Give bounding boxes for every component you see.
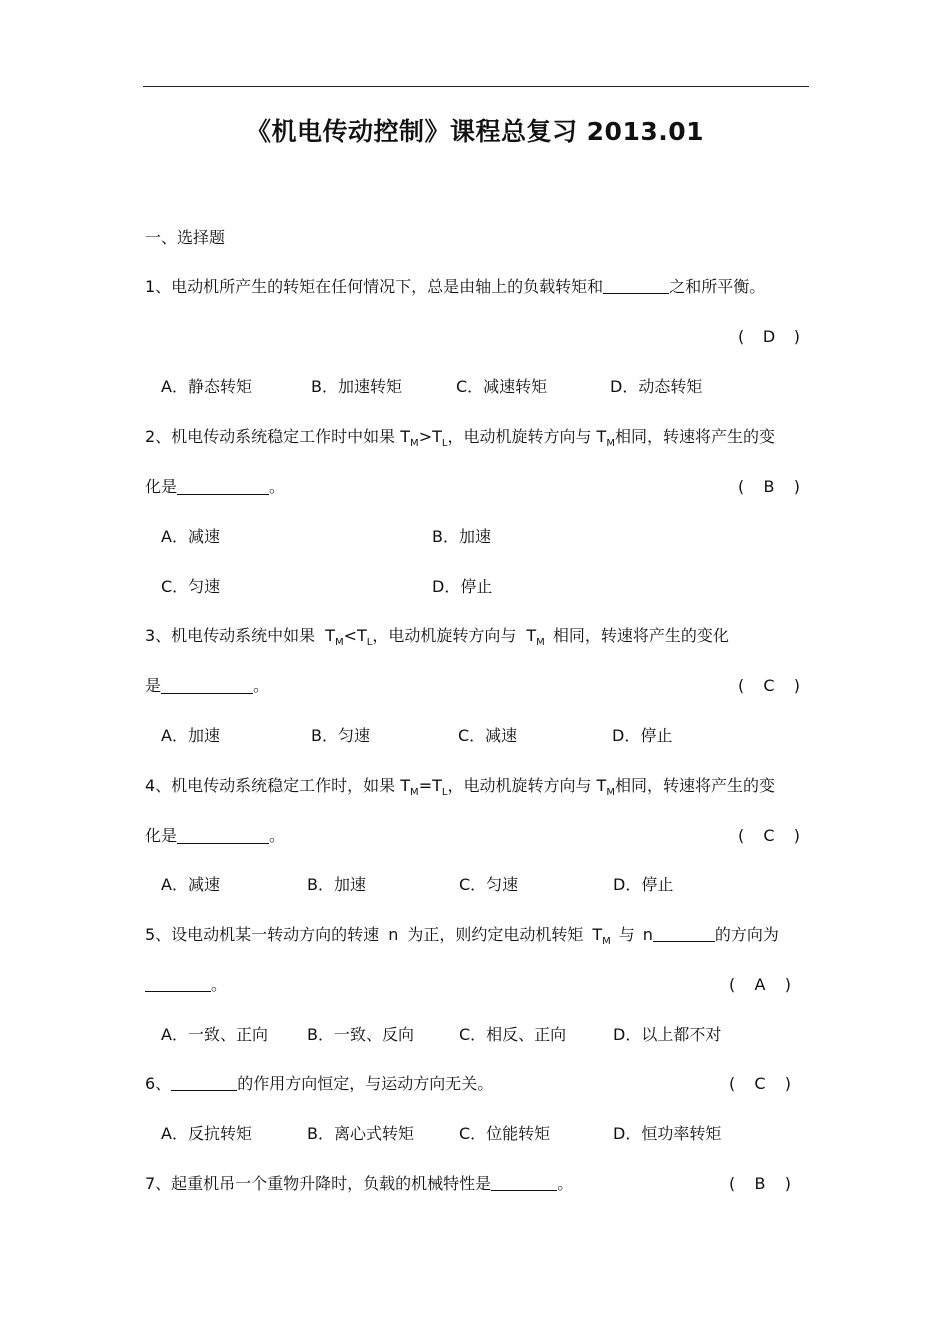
question-7-answer: ( B )	[729, 1174, 791, 1193]
question-3-option-b: B．匀速	[311, 726, 370, 745]
question-1-option-a: A．静态转矩	[161, 377, 252, 396]
question-6-option-d: D．恒功率转矩	[613, 1124, 722, 1143]
question-2-option-c: C．匀速	[161, 577, 221, 596]
answer-blank	[161, 675, 253, 694]
question-1-option-c: C．减速转矩	[456, 377, 548, 396]
question-1-option-b: B．加速转矩	[311, 377, 402, 396]
question-5-text-cont: 。	[145, 973, 227, 997]
question-2-text: 2、机电传动系统稳定工作时中如果 $T_M>T_L$，电动机旋转方向与 $T_M$相同，转速将产生的变	[145, 427, 775, 449]
question-4-option-d: D．停止	[613, 875, 674, 894]
answer-blank	[171, 1074, 237, 1091]
question-5-answer: ( A )	[729, 975, 791, 994]
question-2-option-d: D．停止	[432, 577, 493, 596]
question-6-answer: ( C )	[729, 1074, 791, 1093]
question-6-option-a: A．反抗转矩	[161, 1124, 252, 1143]
header-rule	[143, 86, 809, 87]
question-3-answer: ( C )	[738, 676, 800, 695]
question-2-option-b: B．加速	[432, 527, 491, 546]
question-3-option-c: C．减速	[458, 726, 518, 745]
question-4-text-cont: 化是 。	[145, 826, 286, 845]
answer-blank	[653, 925, 715, 942]
question-5-option-c: C．相反、正向	[459, 1025, 567, 1044]
answer-blank	[177, 476, 269, 495]
question-6-option-b: B．离心式转矩	[307, 1124, 414, 1143]
section-heading: 一、选择题	[145, 228, 226, 247]
answer-blank	[491, 1174, 557, 1191]
question-4-option-c: C．匀速	[459, 875, 519, 894]
question-2-option-a: A．减速	[161, 527, 220, 546]
question-2-answer: ( B )	[738, 477, 800, 496]
question-3-option-d: D．停止	[612, 726, 673, 745]
question-7-text: 7、起重机吊一个重物升降时，负载的机械特性是 。	[145, 1174, 574, 1193]
question-3-text: 3、机电传动系统中如果 $T_M<T_L$，电动机旋转方向与 $T_M$ 相同，转速将产生的变化	[145, 626, 729, 648]
page-title: 《机电传动控制》课程总复习 2013.01	[245, 117, 705, 146]
question-6-text: 6、 的作用方向恒定，与运动方向无关。	[145, 1074, 494, 1093]
question-5-option-a: A．一致、正向	[161, 1025, 268, 1044]
question-2-text-cont: 化是 。	[145, 477, 286, 496]
question-5-text: 5、设电动机某一转动方向的转速 n 为正，则约定电动机转矩 $T_M$ 与 n 的方向为	[145, 925, 779, 947]
question-3-text-cont: 是 。	[145, 676, 270, 695]
question-4-option-a: A．减速	[161, 875, 220, 894]
question-1-text: 1、电动机所产生的转矩在任何情况下，总是由轴上的负载转矩和 之和所平衡。	[145, 277, 766, 296]
question-1-answer: ( D )	[738, 327, 800, 346]
question-4-option-b: B．加速	[307, 875, 366, 894]
answer-blank	[177, 825, 269, 844]
question-4-text: 4、机电传动系统稳定工作时，如果 $T_M=T_L$，电动机旋转方向与 $T_M$相同，转速将产生的变	[145, 776, 775, 798]
question-1-option-d: D．动态转矩	[610, 377, 703, 396]
question-6-option-c: C．位能转矩	[459, 1124, 551, 1143]
question-5-option-b: B．一致、反向	[307, 1025, 414, 1044]
question-4-answer: ( C )	[738, 826, 800, 845]
answer-blank	[145, 975, 211, 992]
question-5-option-d: D．以上都不对	[613, 1025, 722, 1044]
question-3-option-a: A．加速	[161, 726, 220, 745]
answer-blank	[603, 277, 669, 294]
